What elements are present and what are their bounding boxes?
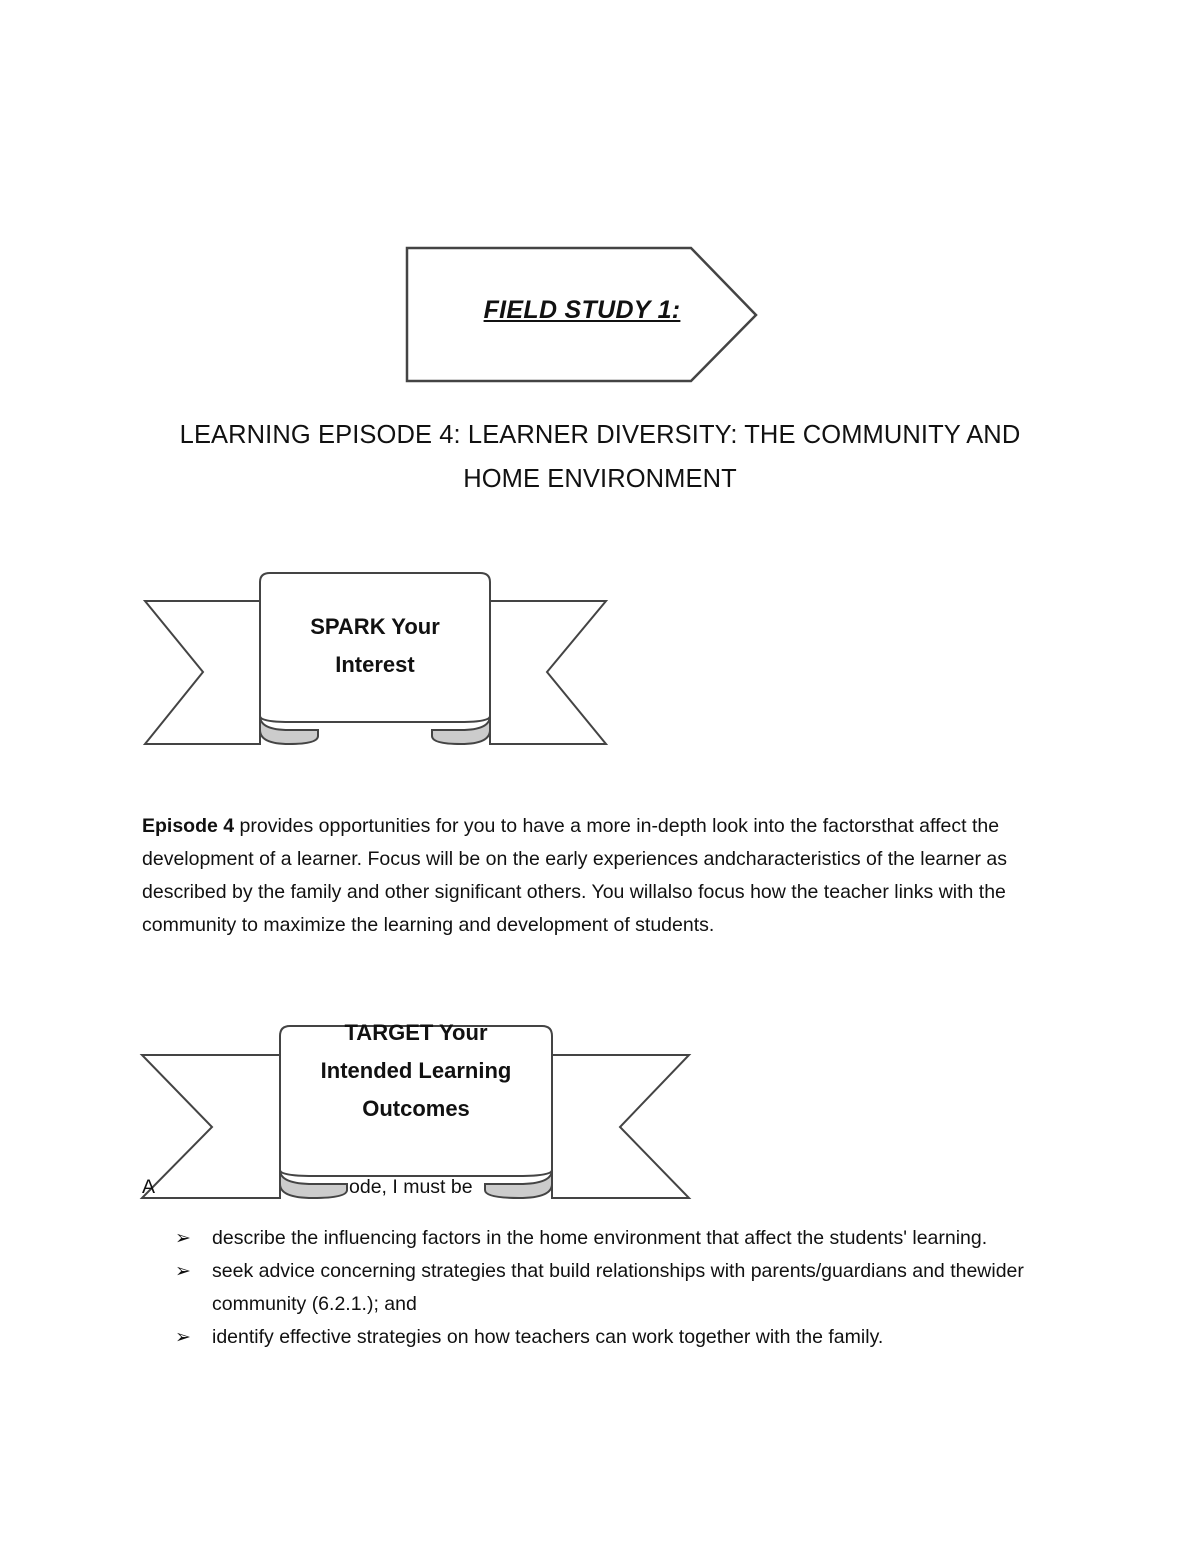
spark-ribbon-right-tail bbox=[490, 601, 606, 744]
arrow-bullet-icon: ➢ bbox=[175, 1228, 191, 1249]
intro-paragraph bbox=[142, 810, 1072, 942]
outcomes-lead-line bbox=[142, 1172, 702, 1202]
arrow-bullet-icon: ➢ bbox=[175, 1261, 191, 1282]
target-ribbon-label bbox=[280, 1014, 552, 1128]
outcomes-list bbox=[175, 1222, 1075, 1354]
outcome-text: identify effective strategies on how teachers can work together with the family. bbox=[212, 1326, 884, 1348]
spark-ribbon-left-tail bbox=[145, 601, 260, 744]
field-study-label: FIELD STUDY 1: bbox=[483, 296, 681, 324]
page-title bbox=[130, 413, 1070, 501]
arrow-bullet-icon: ➢ bbox=[175, 1327, 191, 1348]
spark-ribbon-line-2: Interest bbox=[335, 652, 415, 677]
target-ribbon-line-1: TARGET Your bbox=[344, 1020, 488, 1045]
outcome-text: describe the influencing factors in the home environment that affect the students' learning. bbox=[212, 1227, 988, 1249]
outcome-text: seek advice concerning strategies that build relationships with parents/guardians and thewider community (6.2.1.); and bbox=[212, 1260, 1024, 1315]
spark-ribbon-label bbox=[260, 608, 490, 684]
intro-bold-lead: Episode 4 bbox=[142, 815, 235, 837]
intro-body-text: provides opportunities for you to have a more in-depth look into the factorsthat affect the development of a learner. Focus will be on the early experiences andcharacteristics of the learner as described by the family and other significant others. You willalso focus how the teacher links with the community to maximize the learning and development of students. bbox=[142, 815, 1007, 936]
list-item bbox=[175, 1321, 1075, 1354]
list-item bbox=[175, 1222, 1075, 1255]
page-title-line-1: LEARNING EPISODE 4: LEARNER DIVERSITY: THE COMMUNITY AND bbox=[179, 421, 1021, 449]
spark-ribbon-line-1: SPARK Your bbox=[310, 614, 440, 639]
target-ribbon-line-3: Outcomes bbox=[362, 1096, 470, 1121]
outcomes-lead-fragment-a: A bbox=[142, 1176, 156, 1198]
target-ribbon-line-2: Intended Learning bbox=[320, 1058, 512, 1083]
outcomes-lead-fragment-b: ode, I must be bbox=[349, 1176, 473, 1198]
page-title-line-2: HOME ENVIRONMENT bbox=[463, 465, 737, 493]
list-item bbox=[175, 1255, 1075, 1321]
